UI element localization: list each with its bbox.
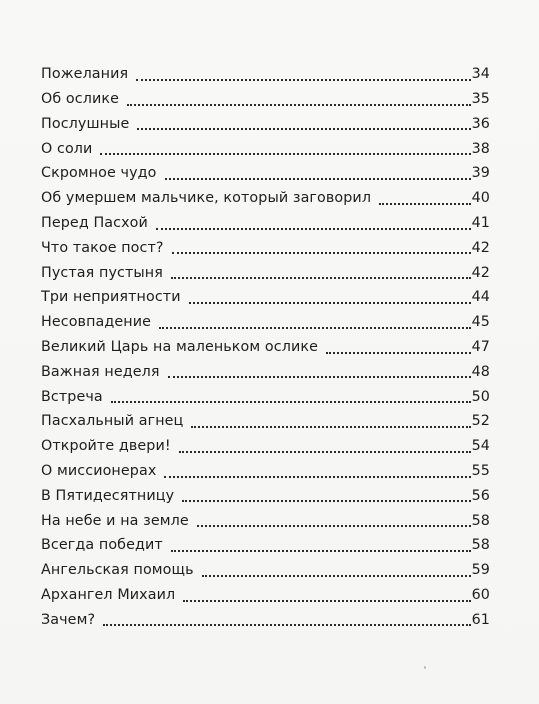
toc-entry-page-number: 42	[471, 239, 490, 256]
toc-entry	[41, 384, 490, 409]
toc-entry-title: Всегда победит	[41, 537, 163, 554]
toc-entry-title: Послушные	[41, 115, 130, 132]
toc-entry-page-number: 41	[471, 215, 490, 232]
toc-entry-title: Важная неделя	[41, 363, 160, 380]
dot-leader	[168, 375, 471, 378]
toc-entry-page-number: 61	[471, 611, 490, 628]
dot-leader	[111, 400, 471, 403]
dot-leader	[179, 450, 471, 453]
toc-entry	[41, 112, 490, 137]
toc-entry-title: Откройте двери!	[41, 438, 171, 455]
toc-entry-page-number: 58	[471, 537, 490, 554]
toc-entry-title: Скромное чудо	[41, 165, 157, 182]
toc-entry-page-number: 56	[471, 487, 490, 504]
toc-entry	[41, 236, 490, 261]
toc-entry	[41, 260, 490, 285]
toc-entry	[41, 285, 490, 310]
toc-entry	[41, 161, 490, 186]
toc-entry-page-number: 60	[471, 586, 490, 603]
toc-entry	[41, 409, 490, 434]
dot-leader	[171, 276, 471, 279]
dot-leader	[189, 301, 471, 304]
dot-leader	[202, 574, 471, 577]
toc-entry	[41, 360, 490, 385]
toc-entry-title: Пожелания	[41, 66, 129, 83]
toc-entry	[41, 583, 490, 608]
toc-entry-page-number: 48	[471, 363, 490, 380]
dot-leader	[182, 499, 470, 502]
toc-entry	[41, 211, 490, 236]
toc-entry-page-number: 55	[471, 463, 490, 479]
dot-leader	[165, 177, 471, 180]
dot-leader	[100, 152, 470, 155]
toc-entry	[41, 608, 490, 633]
toc-entry	[41, 459, 490, 484]
toc-entry-title: Ангельская помощь	[41, 562, 194, 579]
toc-entry-title: О миссионерах	[41, 463, 157, 479]
toc-entry-page-number: 40	[471, 190, 490, 207]
toc-entry-title: Три неприятности	[41, 289, 181, 306]
toc-entry-title: Зачем?	[41, 611, 96, 628]
dot-leader	[159, 326, 471, 329]
toc-entry-page-number: 52	[471, 413, 490, 430]
toc-entry	[41, 87, 490, 112]
dot-leader	[326, 351, 471, 354]
toc-entry-title: На небе и на земле	[41, 512, 189, 529]
dot-leader	[137, 127, 470, 130]
toc-entry-page-number: 35	[471, 91, 490, 108]
toc-entry-page-number: 39	[471, 165, 490, 182]
toc-entry	[41, 310, 490, 335]
dot-leader	[172, 251, 471, 254]
toc-entry-title: Пасхальный агнец	[41, 413, 184, 430]
dot-leader	[171, 549, 471, 552]
paper-speck	[424, 666, 426, 669]
toc-entry-page-number: 34	[471, 66, 490, 83]
toc-entry-title: Архангел Михаил	[41, 586, 176, 603]
toc-entry-page-number: 45	[471, 314, 490, 331]
dot-leader	[136, 78, 470, 81]
toc-entry	[41, 484, 490, 509]
toc-entry-page-number: 50	[471, 388, 490, 405]
toc-entry-title: О соли	[41, 140, 93, 157]
dot-leader	[164, 475, 470, 478]
table-of-contents	[41, 62, 490, 632]
dot-leader	[156, 227, 471, 230]
toc-entry-title: В Пятидесятницу	[41, 487, 175, 504]
dot-leader	[197, 524, 471, 527]
toc-entry-title: Несовпадение	[41, 314, 152, 331]
toc-entry-page-number: 59	[471, 562, 490, 579]
toc-entry-page-number: 42	[471, 264, 490, 281]
toc-entry	[41, 136, 490, 161]
toc-entry-title: Перед Пасхой	[41, 215, 148, 232]
toc-entry	[41, 434, 490, 459]
toc-entry-page-number: 38	[471, 140, 490, 157]
dot-leader	[379, 202, 471, 205]
toc-entry	[41, 335, 490, 360]
toc-entry	[41, 62, 490, 87]
toc-entry-title: Великий Царь на маленьком ослике	[41, 339, 318, 356]
toc-entry-page-number: 36	[471, 115, 490, 132]
toc-entry-page-number: 54	[471, 438, 490, 455]
dot-leader	[127, 103, 471, 106]
toc-entry-page-number: 44	[471, 289, 490, 306]
dot-leader	[191, 425, 470, 428]
toc-entry-page-number: 47	[471, 339, 490, 356]
toc-entry	[41, 508, 490, 533]
toc-entry-title: Об ослике	[41, 91, 119, 108]
toc-entry-page-number: 58	[471, 512, 490, 529]
dot-leader	[183, 599, 470, 602]
toc-entry-title: Что такое пост?	[41, 239, 164, 256]
toc-entry-title: Встреча	[41, 388, 103, 405]
dot-leader	[103, 623, 470, 626]
toc-entry-title: Об умершем мальчике, который заговорил	[41, 190, 372, 207]
toc-entry	[41, 558, 490, 583]
toc-entry	[41, 533, 490, 558]
toc-entry-title: Пустая пустыня	[41, 264, 163, 281]
toc-entry	[41, 186, 490, 211]
